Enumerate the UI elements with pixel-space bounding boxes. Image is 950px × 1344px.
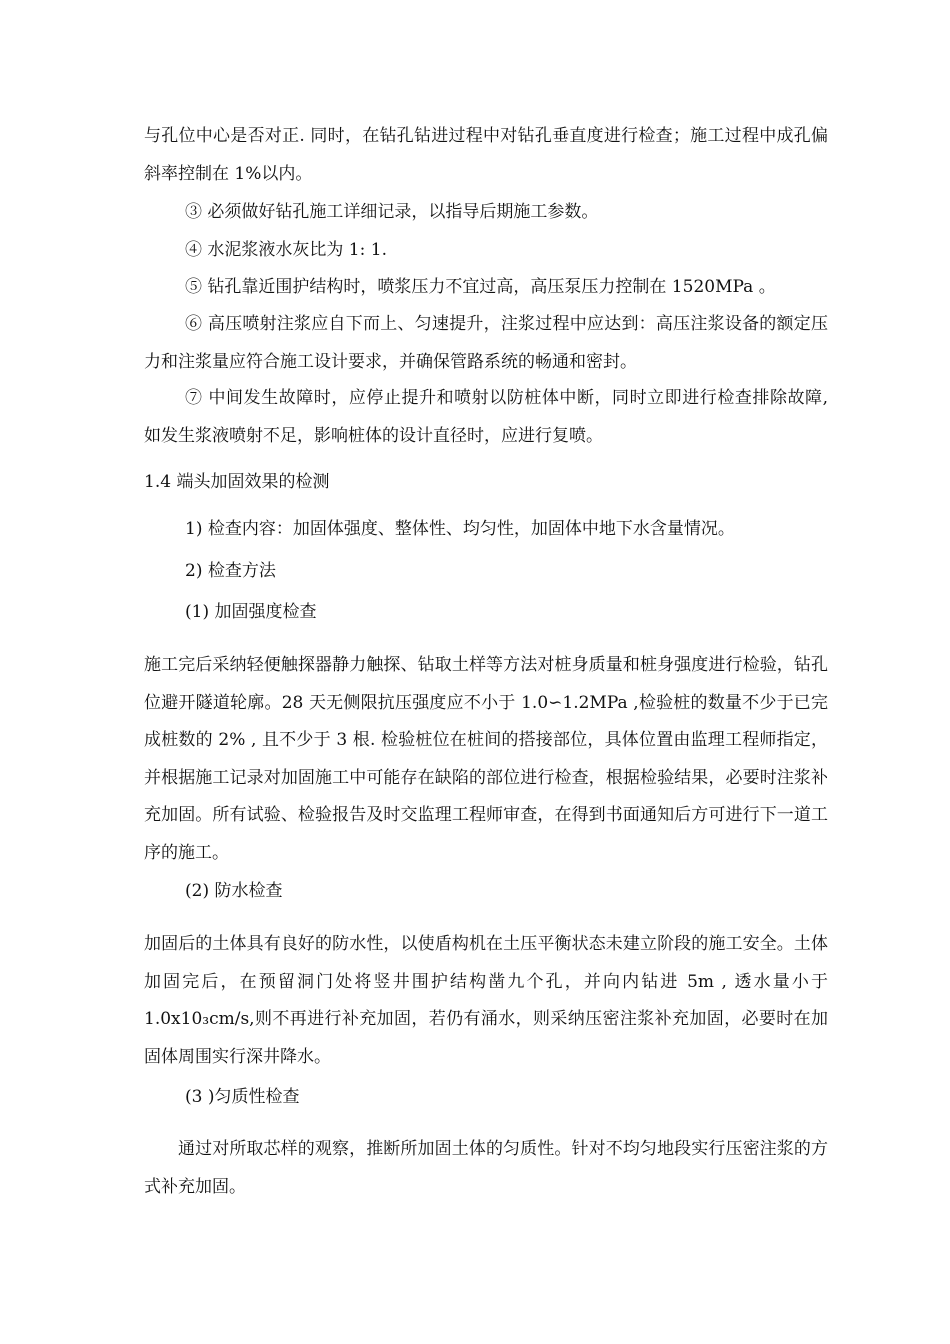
subheading-uniformity: (3 )匀质性检查 [185,1087,300,1107]
paragraph-drilling-alignment: 与孔位中心是否对正. 同时，在钻孔钻进过程中对钻孔垂直度进行检查；施工过程中成孔偏斜率控制在 1%以内。 [144,126,828,184]
paragraph-waterproof: 加固后的土体具有良好的防水性，以使盾构机在土压平衡状态未建立阶段的施工安全。土体加固完后，在预留洞门处将竖井围护结构凿九个孔，并向内钻进 5m , 透水量小于 1.0x10₃cm/s,则不再进行补充加固，若仍有涌水，则采纳压密注浆补充加固，必要时在加固体周围实行深井降水。 [144,934,828,1067]
paragraph-uniformity: 通过对所取芯样的观察，推断所加固土体的匀质性。针对不均匀地段实行压密注浆的方式补充加固。 [144,1139,828,1197]
subheading-waterproof: (2) 防水检查 [185,881,283,901]
section-heading: 1.4 端头加固效果的检测 [144,472,330,492]
sub-item-1: 1) 检查内容：加固体强度、整体性、均匀性，加固体中地下水含量情况。 [185,519,735,539]
list-item-3: ③ 必须做好钻孔施工详细记录，以指导后期施工参数。 [185,202,599,222]
list-item-6: ⑥ 高压喷射注浆应自下而上、匀速提升，注浆过程中应达到：高压注浆设备的额定压力和注浆量应符合施工设计要求，并确保管路系统的畅通和密封。 [144,314,828,372]
subheading-strength: (1) 加固强度检查 [185,602,317,622]
list-item-4: ④ 水泥浆液水灰比为 1: 1. [185,240,387,260]
list-item-5: ⑤ 钻孔靠近围护结构时，喷浆压力不宜过高，高压泵压力控制在 1520MPa 。 [185,277,776,297]
paragraph-strength: 施工完后采纳轻便触探器静力触探、钻取土样等方法对桩身质量和桩身强度进行检验，钻孔位避开隧道轮廓。28 天无侧限抗压强度应不小于 1.0∽1.2MPa ,检验桩的数量不少于已完成桩数的 2% , 且不少于 3 根. 检验桩位在桩间的搭接部位，具体位置由监理工程师指定，并根据施工记录对加固施工中可能存在缺陷的部位进行检查，根据检验结果，必要时注浆补充加固。所有试验、检验报告及时交监理工程师审查，在得到书面通知后方可进行下一道工序的施工。 [144,655,828,863]
list-item-7: ⑦ 中间发生故障时，应停止提升和喷射以防桩体中断，同时立即进行检查排除故障, 如发生浆液喷射不足，影响桩体的设计直径时，应进行复喷。 [144,388,828,446]
sub-item-2: 2) 检查方法 [185,561,276,581]
